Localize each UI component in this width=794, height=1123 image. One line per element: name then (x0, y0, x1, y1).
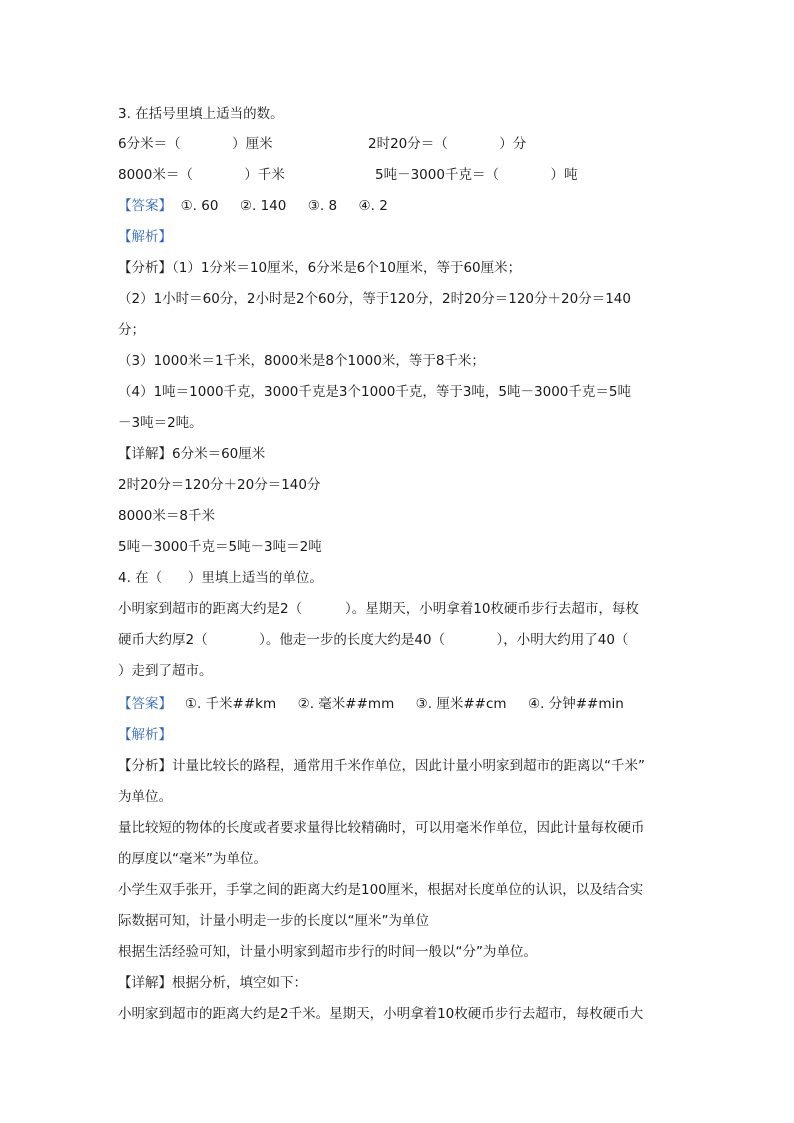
q3-fenxi-2b: 分； (118, 322, 145, 338)
q3-detail-2: 2时20分＝120分＋20分＝140分 (118, 477, 321, 493)
detail-tag: 【详解】 (118, 446, 172, 462)
q4-question-1: 小明家到超市的距离大约是2（ ）。星期天，小明拿着10枚硬币步行去超市，每枚 (118, 601, 639, 617)
q3-fenxi-3: （3）1000米＝1千米，8000米是8个1000米，等于8千米； (118, 353, 485, 369)
q3-detail-1-text: 6分米＝60厘米 (172, 446, 266, 462)
q4-fenxi-2a: 量比较短的物体的长度或者要求量得比较精确时，可以用毫米作单位，因此计量每枚硬币 (118, 820, 645, 836)
q3-answer-text: ①. 60 ②. 140 ③. 8 ④. 2 (172, 198, 388, 214)
q4-fenxi-1b: 为单位。 (118, 789, 172, 805)
q3-fenxi-4a: （4）1吨＝1000千克，3000千克是3个1000千克，等于3吨，5吨－3000千克＝5吨 (118, 384, 631, 400)
q3-analysis-tag: 【解析】 (118, 229, 172, 245)
q4-question-2: 硬币大约厚2（ ）。他走一步的长度大约是40（ ），小明大约用了40（ (118, 632, 629, 648)
q4-fenxi-4: 根据生活经验可知，计量小明家到超市步行的时间一般以“分”为单位。 (118, 944, 537, 960)
q3-detail-1 (118, 444, 265, 464)
q3-row1-right: 2时20分＝（ ）分 (368, 136, 527, 152)
q4-detail-intro-text: 根据分析，填空如下： (172, 975, 307, 991)
q3-row2-left: 8000米＝（ ）千米 (118, 167, 285, 183)
q3-detail-4: 5吨－3000千克＝5吨－3吨＝2吨 (118, 539, 322, 555)
answer-tag: 【答案】 (118, 198, 172, 214)
q3-fenxi-4b: －3吨＝2吨。 (118, 415, 203, 431)
q4-fenxi-3b: 际数据可知，计量小明走一步的长度以“厘米”为单位 (118, 913, 429, 929)
q4-analysis-tag: 【解析】 (118, 727, 172, 743)
q3-detail-3: 8000米＝8千米 (118, 508, 215, 524)
q3-fenxi-2a: （2）1小时＝60分，2小时是2个60分，等于120分，2时20分＝120分＋20分＝140 (118, 291, 631, 307)
q4-fenxi-2b: 的厚度以“毫米”为单位。 (118, 851, 267, 867)
q3-title: 3. 在括号里填上适当的数。 (118, 106, 284, 122)
q3-answer-line (118, 196, 388, 216)
detail-tag: 【详解】 (118, 975, 172, 991)
q3-row1-left: 6分米＝（ ）厘米 (118, 136, 273, 152)
q3-row2-right: 5吨－3000千克＝（ ）吨 (375, 167, 578, 183)
q4-answer-text: ①. 千米##km ②. 毫米##mm ③. 厘米##cm ④. 分钟##min (172, 696, 624, 712)
q4-fenxi-3a: 小学生双手张开，手掌之间的距离大约是100厘米，根据对长度单位的认识，以及结合实 (118, 882, 644, 898)
q4-fenxi-1a (118, 756, 645, 776)
q4-answer-line (118, 694, 624, 714)
answer-tag: 【答案】 (118, 696, 172, 712)
q4-fenxi-1a-text: 计量比较长的路程，通常用千米作单位，因此计量小明家到超市的距离以“千米” (172, 758, 645, 774)
fenxi-tag: 【分析】 (118, 260, 172, 276)
q4-question-3: ）走到了超市。 (118, 663, 213, 679)
q4-detail-intro (118, 973, 307, 993)
q3-fenxi-1-text: （1）1分米＝10厘米，6分米是6个10厘米，等于60厘米； (172, 260, 522, 276)
q3-fenxi-1 (118, 258, 521, 278)
q4-title: 4. 在（ ）里填上适当的单位。 (118, 570, 323, 586)
q4-detail-1: 小明家到超市的距离大约是2千米。星期天，小明拿着10枚硬币步行去超市，每枚硬币大 (118, 1006, 644, 1022)
fenxi-tag: 【分析】 (118, 758, 172, 774)
